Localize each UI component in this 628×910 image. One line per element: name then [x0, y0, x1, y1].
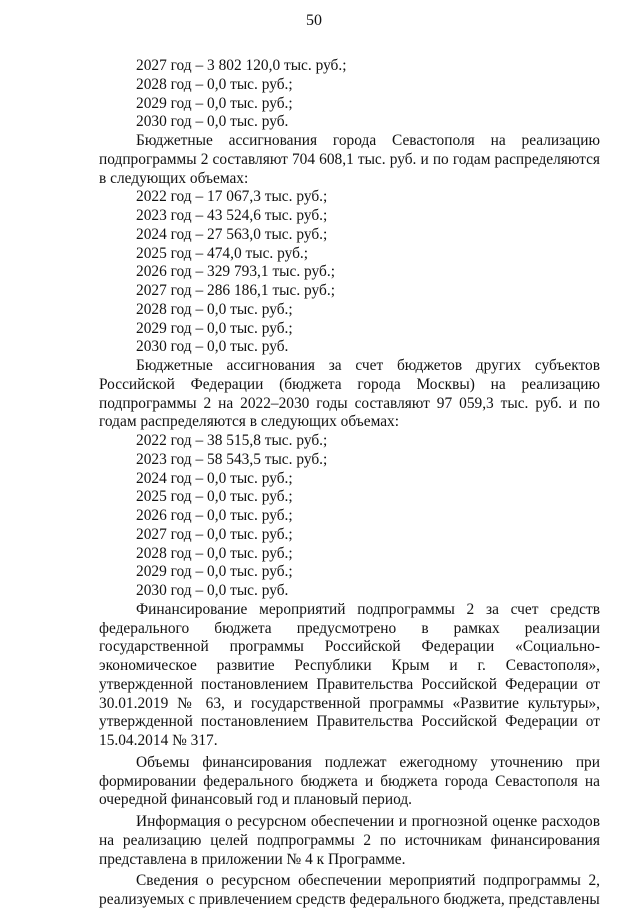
list-item: 2024 год – 27 563,0 тыс. руб.;	[136, 225, 328, 243]
year-list-total	[99, 57, 600, 132]
paragraph-moscow-budget: Бюджетные ассигнования за счет бюджетов других субъектов Российской Федерации (бюджета города Москвы) на реализацию подпрограммы 2 на 2022–2030 годы составляют 97 059,3 тыс. руб. и по годам распределяются в следующих объемах:	[99, 357, 600, 431]
list-item: 2028 год – 0,0 тыс. руб.;	[136, 75, 293, 93]
list-item: 2022 год – 17 067,3 тыс. руб.;	[136, 188, 328, 206]
list-item: 2023 год – 58 543,5 тыс. руб.;	[136, 450, 328, 468]
paragraph-financing-volumes: Объемы финансирования подлежат ежегодному уточнению при формировании федерального бюджета и бюджета города Севастополя на очередной финансовый год и плановый период.	[99, 753, 600, 809]
list-item: 2028 год – 0,0 тыс. руб.;	[136, 300, 293, 318]
list-item: 2030 год – 0,0 тыс. руб.	[136, 582, 289, 599]
list-item: 2025 год – 474,0 тыс. руб.;	[136, 244, 309, 262]
document-body	[99, 57, 600, 910]
list-item: 2024 год – 0,0 тыс. руб.;	[136, 469, 293, 487]
list-item: 2025 год – 0,0 тыс. руб.;	[136, 488, 293, 506]
list-item: 2026 год – 0,0 тыс. руб.;	[136, 507, 293, 524]
year-list-sevastopol	[99, 188, 600, 357]
year-list-moscow	[99, 432, 600, 601]
paragraph-resource-info: Информация о ресурсном обеспечении и прогнозной оценке расходов на реализацию целей подпрограммы 2 по источникам финансирования представлена в приложении № 4 к Программе.	[99, 813, 600, 868]
page-number: 50	[306, 12, 322, 29]
paragraph-federal-financing: Финансирование мероприятий подпрограммы 2 за счет средств федерального бюджета предусмотрено в рамках реализации государственной программы Российской Федерации «Социально-экономическое развитие Республики Крым и г. Севастополя», утвержденной постановлением Правительства Российской Федерации от 30.01.2019 № 63, и государственной программы «Развитие культуры», утвержденной постановлением Правительства Российской Федерации от 15.04.2014 № 317.	[99, 600, 600, 749]
list-item: 2030 год – 0,0 тыс. руб.	[136, 338, 289, 356]
paragraph-sevastopol-budget: Бюджетные ассигнования города Севастополя на реализацию подпрограммы 2 составляют 704 608,1 тыс. руб. и по годам распределяются в следующих объемах:	[99, 132, 600, 187]
list-item: 2029 год – 0,0 тыс. руб.;	[136, 94, 293, 112]
paragraph-resource-details: Сведения о ресурсном обеспечении мероприятий подпрограммы 2, реализуемых с привлечением средств федерального бюджета, представлены	[99, 872, 600, 908]
list-item: 2023 год – 43 524,6 тыс. руб.;	[136, 207, 328, 224]
list-item: 2029 год – 0,0 тыс. руб.;	[136, 563, 293, 581]
list-item: 2030 год – 0,0 тыс. руб.	[136, 113, 289, 131]
list-item: 2026 год – 329 793,1 тыс. руб.;	[136, 263, 335, 281]
list-item: 2028 год – 0,0 тыс. руб.;	[136, 544, 293, 562]
list-item: 2027 год – 3 802 120,0 тыс. руб.;	[136, 57, 347, 74]
list-item: 2029 год – 0,0 тыс. руб.;	[136, 319, 293, 337]
list-item: 2027 год – 286 186,1 тыс. руб.;	[136, 282, 335, 299]
list-item: 2027 год – 0,0 тыс. руб.;	[136, 525, 293, 543]
list-item: 2022 год – 38 515,8 тыс. руб.;	[136, 432, 328, 449]
